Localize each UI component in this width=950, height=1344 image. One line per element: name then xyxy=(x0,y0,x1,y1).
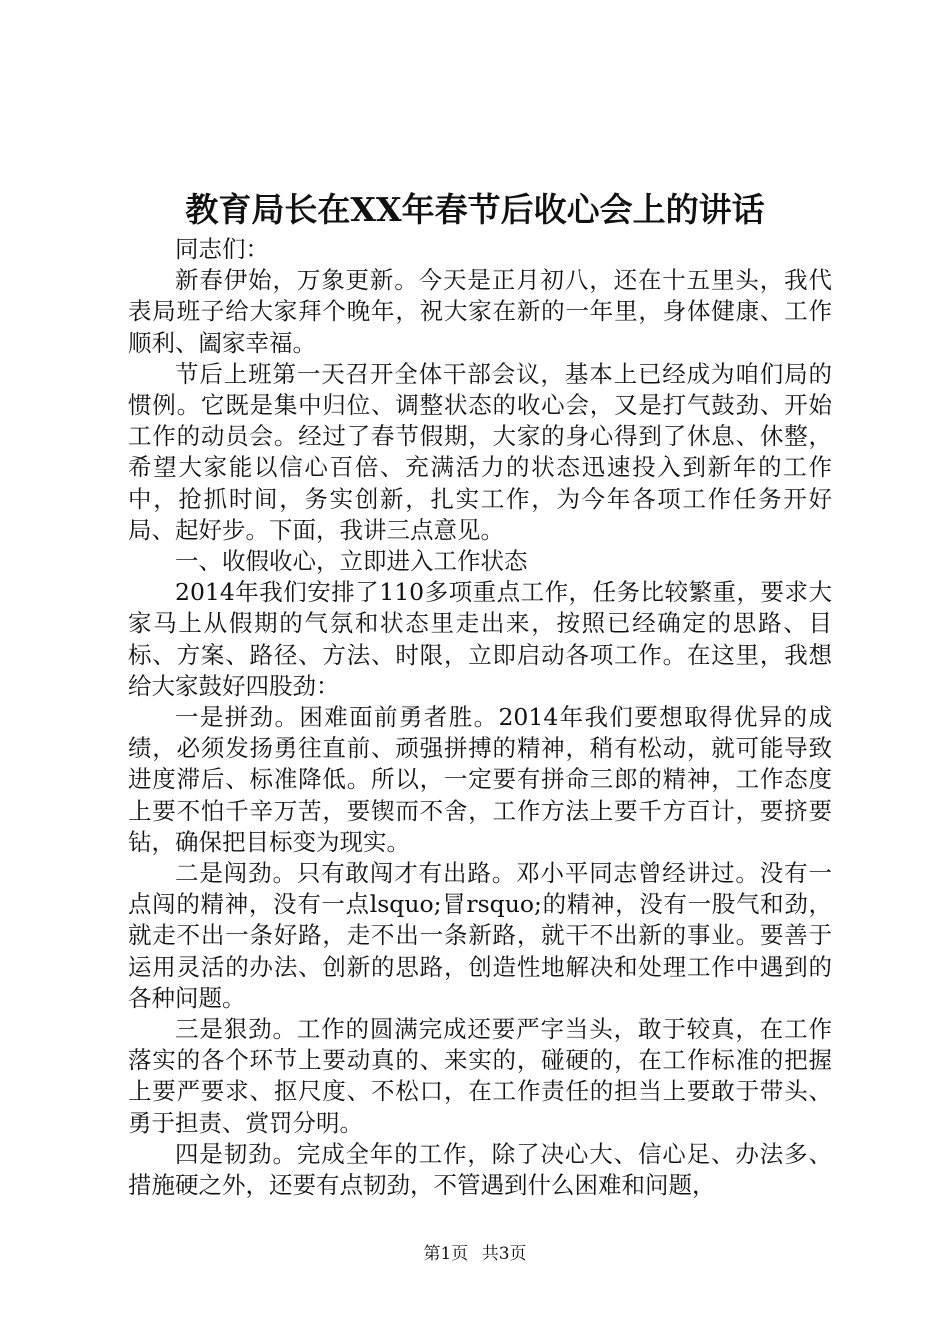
page-total: 共3页 xyxy=(481,1244,527,1264)
salutation-paragraph: 同志们： xyxy=(175,235,269,263)
body-paragraph: 三是狠劲。工作的圆满完成还要严字当头，敢于较真，在工作落实的各个环节上要动真的、来实的，碰硬的，在工作标准的把握上要严要求、抠尺度、不松口，在工作责任的担当上要敢于带头、勇于担责、赏罚分明。 xyxy=(128,1015,832,1137)
body-paragraph: 四是韧劲。完成全年的工作，除了决心大、信心足、办法多、措施硬之外，还要有点韧劲，不管遇到什么困难和问题， xyxy=(128,1139,832,1200)
body-paragraph: 一是拼劲。困难面前勇者胜。2014年我们要想取得优异的成绩，必须发扬勇往直前、顽强拼搏的精神，稍有松动，就可能导致进度滞后、标准降低。所以，一定要有拼命三郎的精神，工作态度上要不怕千辛万苦，要锲而不舍，工作方法上要千方百计，要挤要钻，确保把目标变为现实。 xyxy=(128,703,832,856)
body-paragraph: 二是闯劲。只有敢闯才有出路。邓小平同志曾经讲过。没有一点闯的精神，没有一点lsquo;冒rsquo;的精神，没有一股气和劲，就走不出一条好路，走不出一条新路，就干不出新的事业。要善于运用灵活的办法、创新的思路，创造性地解决和处理工作中遇到的各种问题。 xyxy=(128,859,832,1012)
body-paragraph: 节后上班第一天召开全体干部会议，基本上已经成为咱们局的惯例。它既是集中归位、调整状态的收心会，又是打气鼓劲、开始工作的动员会。经过了春节假期，大家的身心得到了休息、休整，希望大家能以信心百倍、充满活力的状态迅速投入到新年的工作中，抢抓时间，务实创新，扎实工作，为今年各项工作任务开好局、起好步。下面，我讲三点意见。 xyxy=(128,359,832,544)
section-heading: 一、收假收心，立即进入工作状态 xyxy=(175,547,528,576)
page-footer xyxy=(0,1242,950,1266)
body-paragraph: 新春伊始，万象更新。今天是正月初八，还在十五里头，我代表局班子给大家拜个晚年，祝大家在新的一年里，身体健康、工作顺利、阖家幸福。 xyxy=(128,266,832,357)
body-paragraph: 2014年我们安排了110多项重点工作，任务比较繁重，要求大家马上从假期的气氛和状态里走出来，按照已经确定的思路、目标、方案、路径、方法、时限，立即启动各项工作。在这里，我想给大家鼓好四股劲： xyxy=(128,578,832,700)
page-number: 第1页 xyxy=(423,1244,469,1264)
document-body xyxy=(128,234,832,1201)
document-title: 教育局长在XX年春节后收心会上的讲话 xyxy=(185,190,765,229)
